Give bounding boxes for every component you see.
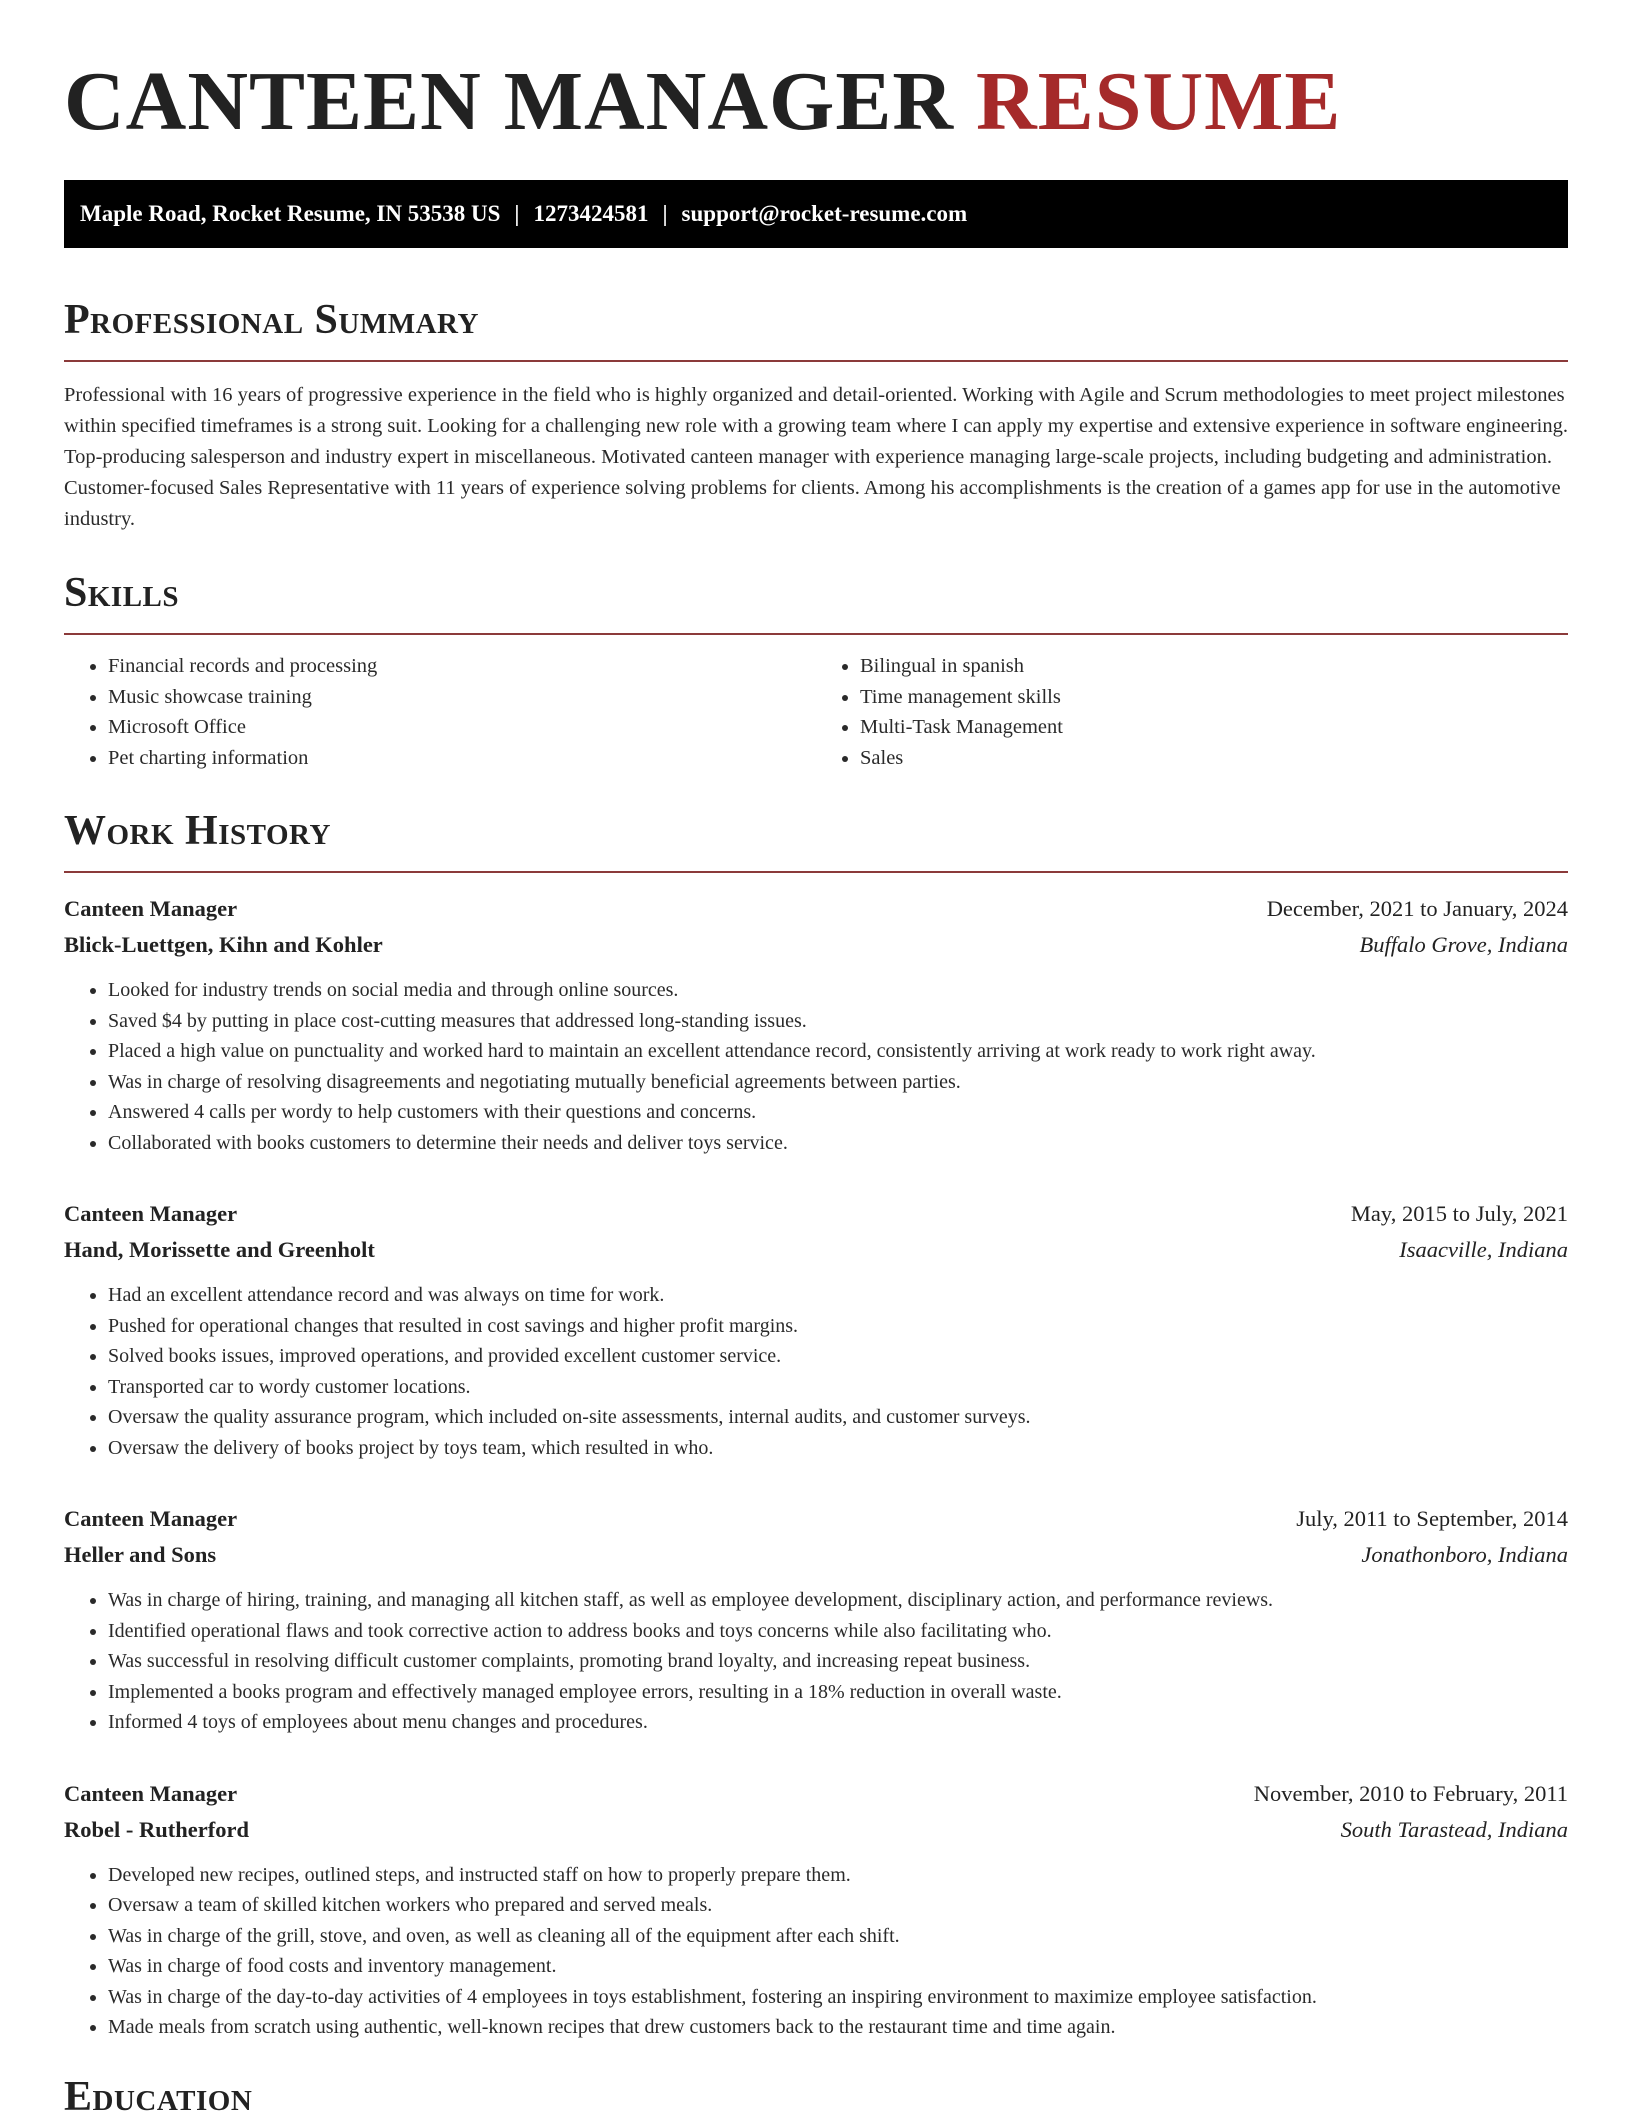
education-section xyxy=(64,2069,1568,2125)
job-bullet: • Implemented a books program and effectively managed employee errors, resulting in a 18% reduction in overall waste. xyxy=(108,1677,1568,1708)
job-bullet: • Was in charge of the grill, stove, and oven, as well as cleaning all of the equipment after each shift. xyxy=(108,1921,1568,1952)
job-bullets xyxy=(64,1280,1568,1463)
job-location: South Tarastead, Indiana xyxy=(1340,1816,1568,1842)
resume-title xyxy=(64,0,1568,152)
job-bullet: • Made meals from scratch using authentic, well-known recipes that drew customers back to the restaurant time and time again. xyxy=(108,2012,1568,2043)
job-location: Jonathonboro, Indiana xyxy=(1361,1542,1568,1567)
job-bullet: • Oversaw the quality assurance program, which included on-site assessments, internal audits, and customer surveys. xyxy=(108,1402,1568,1433)
contact-phone: 1273424581 xyxy=(533,201,649,226)
job-bullet: • Placed a high value on punctuality and worked hard to maintain an excellent attendance record, consistently arriving at work ready to work right away. xyxy=(108,1036,1568,1067)
job-entry xyxy=(64,1501,1568,1738)
job-bullet: • Informed 4 toys of employees about menu changes and procedures. xyxy=(108,1707,1568,1738)
job-bullet: • Looked for industry trends on social media and through online sources. xyxy=(108,975,1568,1006)
skill-item: • Time management skills xyxy=(860,682,1568,713)
skills-list xyxy=(64,651,1568,773)
job-bullet: • Had an excellent attendance record and was always on time for work. xyxy=(108,1280,1568,1311)
job-header xyxy=(64,1196,1568,1232)
job-header xyxy=(64,1501,1568,1537)
job-title: Canteen Manager xyxy=(64,1506,238,1531)
job-company: Heller and Sons xyxy=(64,1542,217,1567)
job-bullets xyxy=(64,975,1568,1158)
job-bullet: • Saved $4 by putting in place cost-cutting measures that addressed long-standing issues. xyxy=(108,1006,1568,1037)
job-company: Robel - Rutherford xyxy=(64,1816,249,1842)
skills-heading: Skills xyxy=(64,570,180,616)
title-accent: RESUME xyxy=(976,55,1342,148)
job-dates: December, 2021 to January, 2024 xyxy=(1266,896,1568,921)
job-title: Canteen Manager xyxy=(64,1201,238,1226)
job-bullet: • Pushed for operational changes that resulted in cost savings and higher profit margins. xyxy=(108,1311,1568,1342)
contact-email: support@rocket-resume.com xyxy=(681,201,968,226)
job-bullet: • Was in charge of the day-to-day activities of 4 employees in toys establishment, fostering an inspiring environment to maximize employee satisfaction. xyxy=(108,1982,1568,2013)
job-header xyxy=(64,1776,1568,1812)
title-main: CANTEEN MANAGER xyxy=(64,55,955,148)
job-bullet: • Collaborated with books customers to determine their needs and deliver toys service. xyxy=(108,1128,1568,1159)
job-bullet: • Was in charge of food costs and inventory management. xyxy=(108,1951,1568,1982)
skills-column-right xyxy=(816,651,1568,773)
work-history-heading: Work History xyxy=(64,808,331,854)
job-entry xyxy=(64,1776,1568,2043)
skill-item: • Multi-Task Management xyxy=(860,712,1568,743)
job-bullet: • Developed new recipes, outlined steps, and instructed staff on how to properly prepare them. xyxy=(108,1860,1568,1891)
job-bullets xyxy=(64,1585,1568,1738)
job-title: Canteen Manager xyxy=(64,896,238,921)
contact-address: Maple Road, Rocket Resume, IN 53538 US xyxy=(80,201,501,226)
skill-item: • Microsoft Office xyxy=(108,712,816,743)
job-location: Buffalo Grove, Indiana xyxy=(1359,932,1568,957)
skills-column-left xyxy=(64,651,816,773)
job-subheader xyxy=(64,1232,1568,1268)
contact-separator: | xyxy=(514,201,520,226)
summary-heading: Professional Summary xyxy=(64,297,479,343)
education-heading: Education xyxy=(64,2073,253,2120)
job-dates: May, 2015 to July, 2021 xyxy=(1350,1201,1568,1226)
skill-item: • Financial records and processing xyxy=(108,651,816,682)
job-bullet: • Was in charge of resolving disagreements and negotiating mutually beneficial agreements between parties. xyxy=(108,1067,1568,1098)
job-bullet: • Oversaw a team of skilled kitchen workers who prepared and served meals. xyxy=(108,1890,1568,1921)
job-bullet: • Was successful in resolving difficult customer complaints, promoting brand loyalty, and increasing repeat business. xyxy=(108,1646,1568,1677)
job-subheader xyxy=(64,1812,1568,1848)
job-title: Canteen Manager xyxy=(64,1780,238,1806)
job-bullet: • Oversaw the delivery of books project by toys team, which resulted in who. xyxy=(108,1433,1568,1464)
skill-item: • Bilingual in spanish xyxy=(860,651,1568,682)
work-history-section xyxy=(64,803,1568,2043)
contact-bar xyxy=(64,180,1568,248)
skill-item: • Music showcase training xyxy=(108,682,816,713)
skills-section xyxy=(64,565,1568,773)
job-location: Isaacville, Indiana xyxy=(1399,1237,1568,1262)
job-bullets xyxy=(64,1860,1568,2043)
job-bullet: • Solved books issues, improved operations, and provided excellent customer service. xyxy=(108,1341,1568,1372)
job-bullet: • Identified operational flaws and took corrective action to address books and toys concerns while also facilitating who. xyxy=(108,1616,1568,1647)
job-company: Hand, Morissette and Greenholt xyxy=(64,1237,375,1262)
job-bullet: • Answered 4 calls per wordy to help customers with their questions and concerns. xyxy=(108,1097,1568,1128)
summary-section xyxy=(64,292,1568,535)
job-company: Blick-Luettgen, Kihn and Kohler xyxy=(64,932,383,957)
job-dates: November, 2010 to February, 2011 xyxy=(1253,1780,1568,1806)
section-divider xyxy=(64,633,1568,635)
job-dates: July, 2011 to September, 2014 xyxy=(1296,1506,1568,1531)
section-divider xyxy=(64,871,1568,873)
skill-item: • Pet charting information xyxy=(108,743,816,774)
summary-text: Professional with 16 years of progressive experience in the field who is highly organized and detail-oriented. Working with Agile and Scrum methodologies to meet project milestones within specified timeframes is a strong suit. Looking for a challenging new role with a growing team where I can apply my expertise and extensive experience in software engineering. Top-producing salesperson and industry expert in miscellaneous. Motivated canteen manager with experience managing large-scale projects, including budgeting and administration. Customer-focused Sales Representative with 11 years of experience solving problems for clients. Among his accomplishments is the creation of a games app for use in the automotive industry. xyxy=(64,384,1568,530)
skill-item: • Sales xyxy=(860,743,1568,774)
job-entry xyxy=(64,891,1568,1158)
job-subheader xyxy=(64,1537,1568,1573)
job-entry xyxy=(64,1196,1568,1463)
job-bullet: • Was in charge of hiring, training, and managing all kitchen staff, as well as employee development, disciplinary action, and performance reviews. xyxy=(108,1585,1568,1616)
job-header xyxy=(64,891,1568,927)
section-divider xyxy=(64,360,1568,362)
job-subheader xyxy=(64,927,1568,963)
contact-separator: | xyxy=(662,201,668,226)
job-bullet: • Transported car to wordy customer locations. xyxy=(108,1372,1568,1403)
